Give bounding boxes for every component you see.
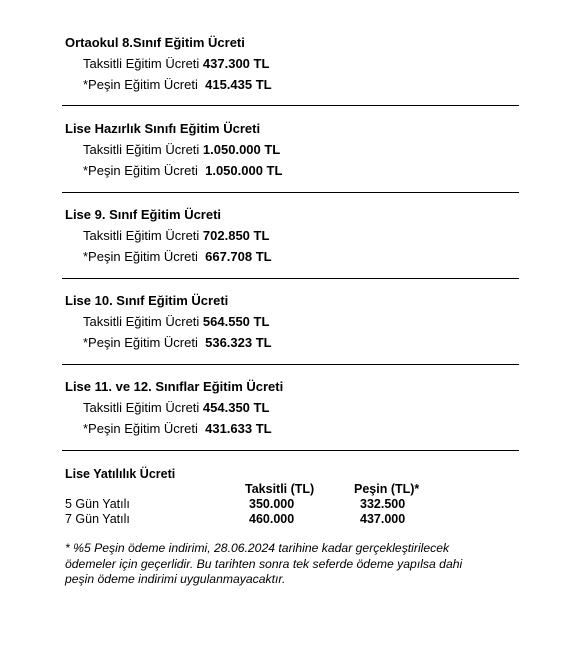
fee-section-10th-grade	[65, 293, 520, 351]
dormitory-fee-section	[65, 466, 520, 482]
installment-fee-value: 1.050.000 TL	[202, 142, 281, 157]
installment-fee-label: Taksitli Eğitim Ücreti	[83, 56, 200, 71]
installment-fee-value: 454.350 TL	[202, 400, 270, 415]
divider	[62, 450, 519, 451]
fee-section-9th-grade	[65, 207, 520, 265]
column-header-cash: Peşin (TL)*	[354, 482, 420, 496]
footnote-line: ödemeler için geçerlidir. Bu tarihten sonra tek seferde ödeme yapılsa dahi	[65, 556, 463, 571]
cash-fee-label: *Peşin Eğitim Ücreti	[83, 421, 198, 436]
installment-fee-row	[65, 142, 520, 158]
installment-fee-label: Taksitli Eğitim Ücreti	[83, 228, 200, 243]
section-title: Lise 11. ve 12. Sınıflar Eğitim Ücreti	[65, 379, 284, 394]
installment-fee-value: 702.850 TL	[202, 228, 270, 243]
section-title: Lise Hazırlık Sınıfı Eğitim Ücreti	[65, 121, 261, 136]
cash-fee-label: *Peşin Eğitim Ücreti	[83, 77, 198, 92]
cash-fee-row	[65, 335, 520, 351]
footnote-line: peşin ödeme indirimi uygulanmayacaktır.	[65, 572, 286, 586]
divider	[62, 192, 519, 193]
section-title: Lise 9. Sınıf Eğitim Ücreti	[65, 207, 222, 222]
cash-fee-value: 1.050.000 TL	[205, 163, 283, 178]
dorm-row-label: 5 Gün Yatılı	[65, 497, 130, 511]
dorm-row-installment: 350.000	[249, 497, 295, 511]
installment-fee-label: Taksitli Eğitim Ücreti	[83, 400, 200, 415]
section-title: Lise 10. Sınıf Eğitim Ücreti	[65, 293, 229, 308]
divider	[62, 105, 519, 106]
installment-fee-row	[65, 228, 520, 244]
cash-fee-row	[65, 249, 520, 265]
fee-section-8th-grade	[65, 35, 520, 93]
divider	[62, 278, 519, 279]
dorm-row-cash: 332.500	[360, 497, 406, 511]
installment-fee-value: 437.300 TL	[202, 56, 270, 71]
cash-fee-value: 431.633 TL	[205, 421, 272, 436]
section-title: Ortaokul 8.Sınıf Eğitim Ücreti	[65, 35, 245, 50]
installment-fee-row	[65, 314, 520, 330]
dorm-row-installment: 460.000	[249, 512, 295, 526]
installment-fee-label: Taksitli Eğitim Ücreti	[83, 314, 200, 329]
cash-fee-label: *Peşin Eğitim Ücreti	[83, 249, 198, 264]
cash-fee-label: *Peşin Eğitim Ücreti	[83, 335, 198, 350]
cash-fee-row	[65, 421, 520, 437]
cash-fee-value: 415.435 TL	[205, 77, 272, 92]
installment-fee-label: Taksitli Eğitim Ücreti	[83, 142, 200, 157]
divider	[62, 364, 519, 365]
fee-section-prep-class	[65, 121, 520, 179]
dorm-row-cash: 437.000	[360, 512, 406, 526]
installment-fee-value: 564.550 TL	[202, 314, 270, 329]
section-title: Lise Yatılılık Ücreti	[65, 467, 176, 481]
footnote-line: * %5 Peşin ödeme indirimi, 28.06.2024 tarihine kadar gerçekleştirilecek	[65, 541, 450, 555]
installment-fee-row	[65, 56, 520, 72]
installment-fee-row	[65, 400, 520, 416]
cash-fee-value: 536.323 TL	[205, 335, 272, 350]
discount-footnote	[65, 541, 505, 588]
cash-fee-label: *Peşin Eğitim Ücreti	[83, 163, 198, 178]
column-header-installment: Taksitli (TL)	[245, 482, 315, 496]
cash-fee-row	[65, 77, 520, 93]
dorm-row-label: 7 Gün Yatılı	[65, 512, 130, 526]
fee-section-11-12-grades	[65, 379, 520, 437]
cash-fee-value: 667.708 TL	[205, 249, 272, 264]
cash-fee-row	[65, 163, 520, 179]
